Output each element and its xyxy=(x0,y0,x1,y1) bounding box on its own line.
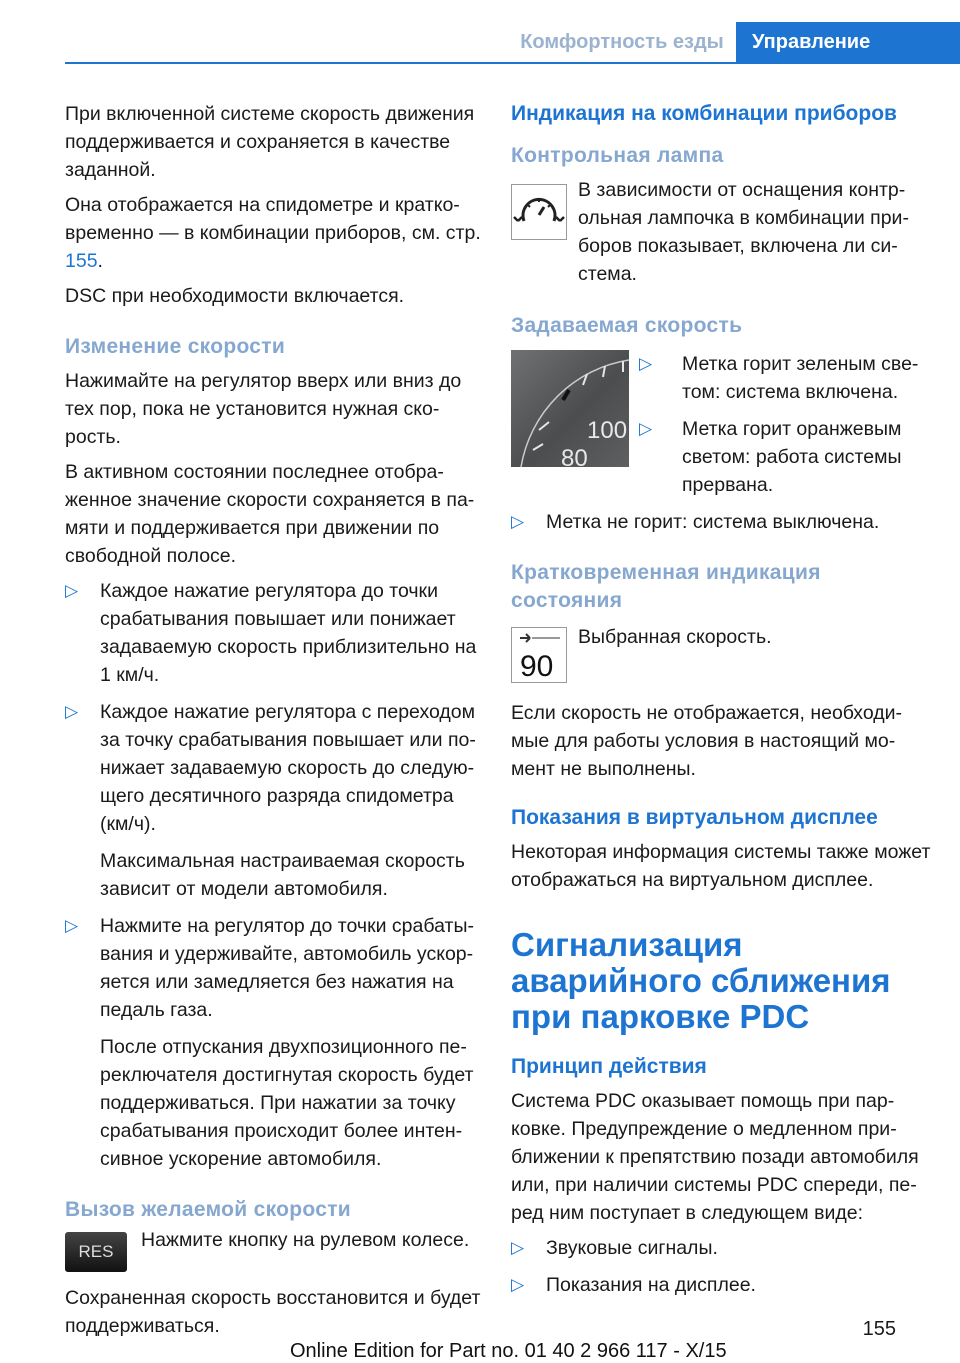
list-item xyxy=(511,508,931,536)
list-item xyxy=(65,912,485,1024)
text: Она отображается на спидометре и кратковременно — в комбинации приборов, см. стр. xyxy=(65,194,481,244)
paragraph: Если скорость не отображается, необходимые для работы условия в настоящий момент не выполнены. xyxy=(511,702,903,780)
list-item xyxy=(65,577,485,689)
triangle-bullet-icon: ▷ xyxy=(511,512,525,531)
header-rule xyxy=(65,62,960,64)
header-chapter-tab: Управление xyxy=(736,22,960,62)
triangle-bullet-icon: ▷ xyxy=(639,419,653,438)
paragraph: DSC при необходимости включается. xyxy=(65,285,405,307)
paragraph: Система PDC оказывает помощь при парковке. Предупреждение о медленном приближении к препятствию позади автомобиля или, при наличии системы PDC спереди, перед ним поступает в следующем виде: xyxy=(511,1090,919,1224)
edition-footer: Online Edition for Part no. 01 40 2 966 117 - X/15 xyxy=(290,1340,727,1362)
list-item xyxy=(639,350,931,406)
list-item-text: Нажмите на регулятор до точки срабатывания и удерживайте, автомобиль ускоряется или замедляется без нажатия на педаль газа. xyxy=(100,915,474,1021)
paragraph: Нажмите кнопку на рулевом колесе. xyxy=(141,1229,470,1251)
selected-speed-icon xyxy=(511,627,567,683)
gauge-label-100: 100 xyxy=(587,417,628,444)
list-item-text: Каждое нажатие регулятора до точки срабатывания повышает или понижает задаваемую скорость приблизительно на 1 км/ч. xyxy=(100,580,477,686)
page-link[interactable]: 155 xyxy=(65,250,98,272)
paragraph: Сохраненная скорость восстановится и будет поддерживаться. xyxy=(65,1287,481,1337)
list-item-note: Максимальная настраиваемая скорость зависит от модели автомобиля. xyxy=(100,850,465,900)
heading-principle: Принцип действия xyxy=(511,1055,707,1078)
list-item-text: Каждое нажатие регулятора с переходом за точку срабатывания повышает или понижает задаваемую скорость до следующего десятичного разряда спидометра (км/ч). xyxy=(100,701,476,835)
paragraph: Нажимайте на регулятор вверх или вниз до тех пор, пока не установится нужная скорость. xyxy=(65,370,462,448)
lamp-block xyxy=(511,176,931,288)
paragraph: В зависимости от оснащения контрольная лампочка в комбинации приборов показывает, включена ли система. xyxy=(578,179,909,285)
list-item xyxy=(511,1271,931,1299)
triangle-bullet-icon: ▷ xyxy=(65,581,79,600)
heading-brief-status: Кратковременная индикация состояния xyxy=(511,561,821,612)
cruise-control-lamp-icon xyxy=(511,184,567,240)
list-item xyxy=(639,415,931,499)
heading-cluster-display: Индикация на комбинации приборов xyxy=(511,102,897,125)
list-item-text: Метка горит зеленым светом: система включена. xyxy=(682,353,919,403)
paragraph: При включенной системе скорость движения поддерживается и сохраняется в качестве заданной. xyxy=(65,103,475,181)
list-item-text: Звуковые сигналы. xyxy=(546,1237,718,1259)
heading-speed-recall: Вызов желаемой скорости xyxy=(65,1198,352,1221)
page-number: 155 xyxy=(862,1318,896,1340)
paragraph: Выбранная скорость. xyxy=(578,626,772,648)
brief-status-block xyxy=(511,623,931,689)
paragraph xyxy=(65,191,485,275)
heading-speed-change: Изменение скорости xyxy=(65,335,286,358)
heading-set-speed: Задаваемая скорость xyxy=(511,314,743,337)
list-item-note: После отпускания двухпозиционного переключателя достигнутая скорость будет поддерживаться. При нажатии за точку срабатывания происходит более интенсивное ускорение автомобиля. xyxy=(100,1036,474,1170)
list-item-text: Метка не горит: система выключена. xyxy=(546,511,880,533)
icon-speed-90: 90 xyxy=(520,650,554,682)
gauge-label-80: 80 xyxy=(561,445,588,467)
triangle-bullet-icon: ▷ xyxy=(511,1275,525,1294)
heading-indicator-lamp: Контрольная лампа xyxy=(511,144,724,167)
paragraph: Некоторая информация системы также может отображаться на виртуальном дисплее. xyxy=(511,841,931,891)
set-speed-block xyxy=(511,350,931,508)
paragraph: В активном состоянии последнее отображенное значение скорости сохраняется в памяти и поддерживается при движении по свободной полосе. xyxy=(65,461,475,567)
heading-pdc: Сигнализация аварийного сближения при парковке PDC xyxy=(511,926,891,1035)
res-row xyxy=(65,1229,485,1272)
header-section-tab: Комфортность езды xyxy=(508,22,736,62)
speedometer-image xyxy=(511,350,629,467)
text: . xyxy=(97,250,103,272)
list-item-text: Показания на дисплее. xyxy=(546,1274,756,1296)
res-button-icon: RES xyxy=(65,1232,127,1272)
triangle-bullet-icon: ▷ xyxy=(511,1238,525,1257)
left-column xyxy=(65,100,485,1347)
triangle-bullet-icon: ▷ xyxy=(65,916,79,935)
triangle-bullet-icon: ▷ xyxy=(639,354,653,373)
list-item xyxy=(511,1234,931,1262)
list-item xyxy=(65,698,485,838)
list-item-text: Метка горит оранжевым светом: работа системы прервана. xyxy=(682,418,902,496)
triangle-bullet-icon: ▷ xyxy=(65,702,79,721)
right-column xyxy=(511,100,931,1308)
heading-virtual-display: Показания в виртуальном дисплее xyxy=(511,806,878,829)
